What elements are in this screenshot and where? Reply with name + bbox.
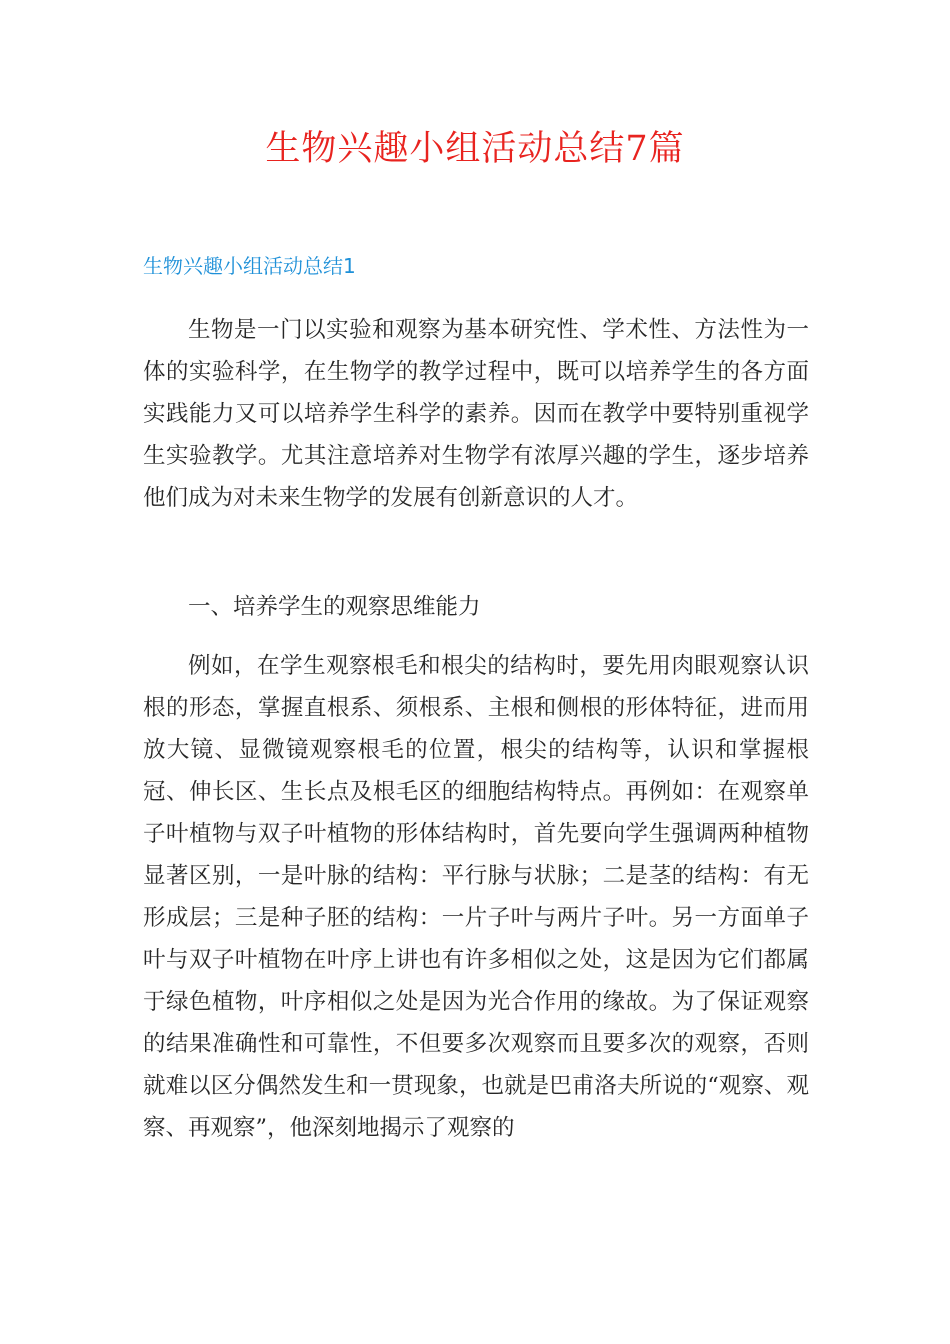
- paragraph-observation: 例如，在学生观察根毛和根尖的结构时，要先用肉眼观察认识根的形态，掌握直根系、须根系、主根和侧根的形体特征，进而用放大镜、显微镜观察根毛的位置，根尖的结构等，认识和掌握根冠、伸长区、生长点及根毛区的细胞结构特点。再例如：在观察单子叶植物与双子叶植物的形体结构时，首先要向学生强调两种植物显著区别，一是叶脉的结构：平行脉与状脉；二是茎的结构：有无形成层；三是种子胚的结构：一片子叶与两片子叶。另一方面单子叶与双子叶植物在叶序上讲也有许多相似之处，这是因为它们都属于绿色植物，叶序相似之处是因为光合作用的缘故。为了保证观察的结果准确性和可靠性，不但要多次观察而且要多次的观察，否则就难以区分偶然发生和一贯现象，也就是巴甫洛夫所说的“观察、观察、再观察”，他深刻地揭示了观察的: [143, 653, 809, 1141]
- paragraph-intro: 生物是一门以实验和观察为基本研究性、学术性、方法性为一体的实验科学，在生物学的教学过程中，既可以培养学生的各方面实践能力又可以培养学生科学的素养。因而在教学中要特别重视学生实验教学。尤其注意培养对生物学有浓厚兴趣的学生，逐步培养他们成为对未来生物学的发展有创新意识的人才。: [143, 317, 809, 511]
- subheading-observation: 一、培养学生的观察思维能力: [188, 594, 481, 620]
- section-heading: 生物兴趣小组活动总结1: [143, 254, 356, 278]
- document-title: 生物兴趣小组活动总结7篇: [265, 129, 685, 169]
